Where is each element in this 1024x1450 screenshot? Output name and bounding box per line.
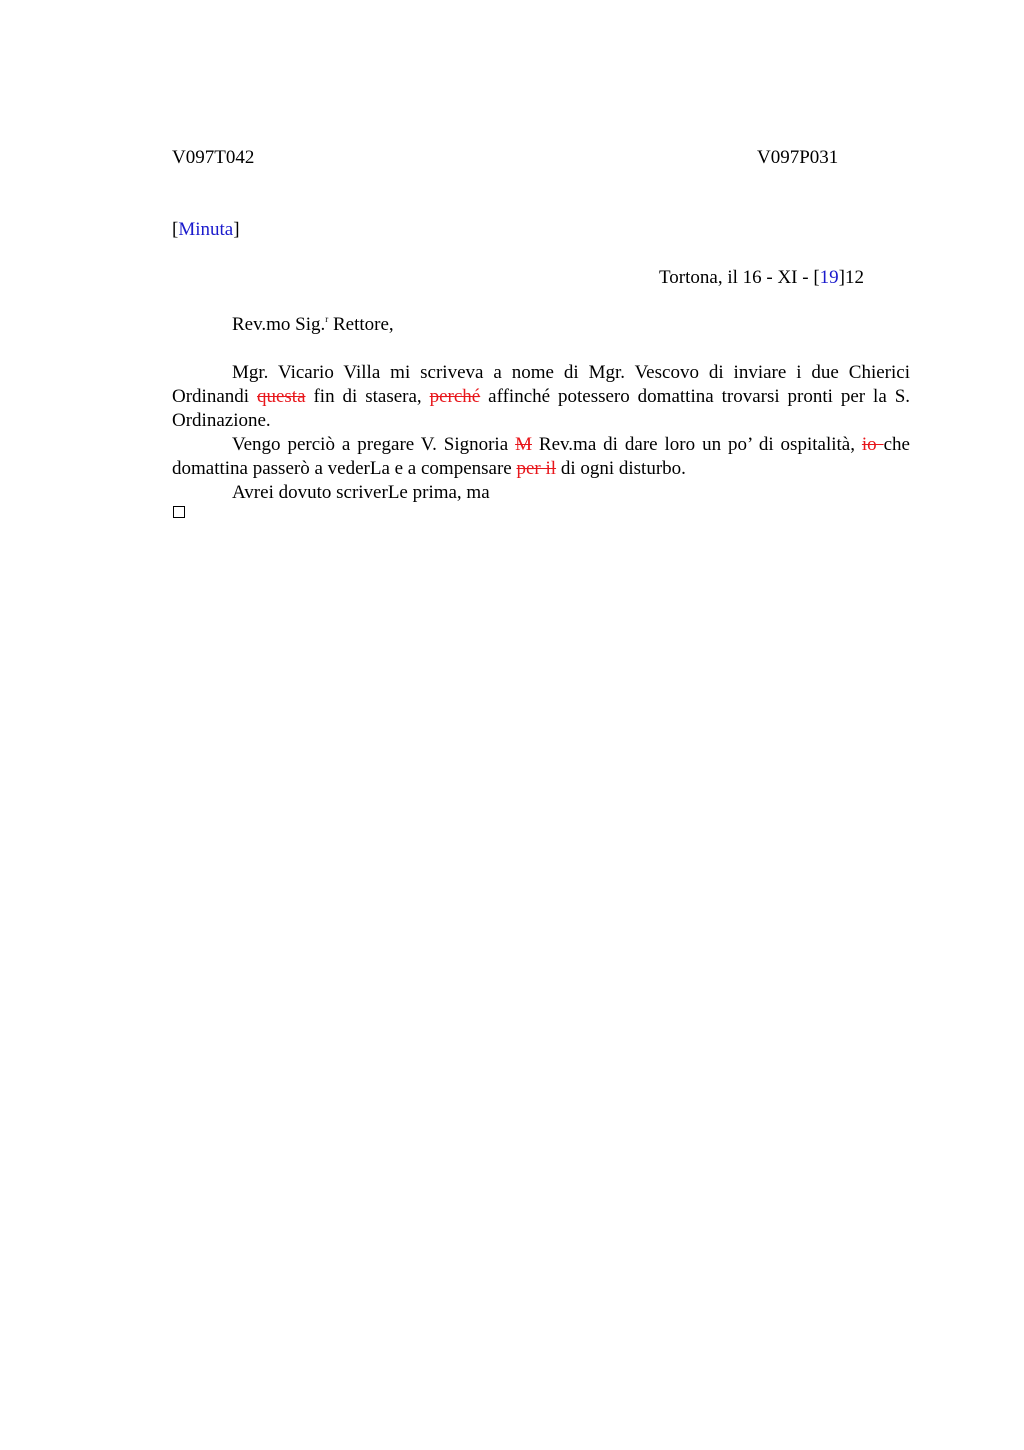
salutation: [232, 313, 394, 337]
paragraph-1: [172, 361, 910, 433]
dateline: [659, 266, 864, 290]
salutation-superscript: r: [325, 314, 329, 324]
end-of-text-box: [173, 506, 185, 518]
label-text: Minuta: [178, 219, 234, 240]
paragraph-2-text-2: Rev.ma di dare loro un po’ di ospitalità,: [531, 434, 862, 455]
salutation-before: Rev.mo Sig.: [232, 314, 326, 335]
paragraph-2-text-4: di ogni disturbo.: [556, 458, 686, 479]
dateline-suffix: ]12: [838, 267, 864, 288]
deleted-word: perché: [429, 386, 481, 407]
paragraph-1-text-3: affinché potessero domattina trovarsi pronti per la S. Ordinazione.: [172, 386, 911, 431]
deleted-word: questa: [256, 386, 306, 407]
document-code-left: V097T042: [172, 147, 255, 168]
paragraph-3: [172, 481, 910, 505]
deleted-word: M: [515, 434, 532, 455]
paragraph-2: [172, 433, 910, 481]
paragraph-1-text-2: fin di stasera,: [305, 386, 430, 407]
document-label: [172, 218, 240, 242]
dateline-prefix: Tortona, il 16 - XI - [: [659, 267, 820, 288]
label-close-bracket: ]: [233, 219, 240, 240]
dateline-year-insert: 19: [819, 267, 839, 288]
paragraph-1-text-1: Mgr. Vicario Villa mi scriveva a nome di Mgr. Vescovo di inviare i due Chierici Ordinandi: [172, 362, 910, 407]
document-code-right: V097P031: [757, 147, 839, 168]
label-open-bracket: [: [172, 219, 179, 240]
letter-body: [172, 361, 910, 505]
paragraph-3-text-1: Avrei dovuto scriverLe prima, ma: [232, 482, 490, 503]
deleted-word: per il: [516, 458, 557, 479]
paragraph-2-text-1: Vengo perciò a pregare V. Signoria: [232, 434, 516, 455]
salutation-after: Rettore,: [328, 314, 394, 335]
paragraph-2-text-3: che domattina passerò a vederLa e a compensare: [172, 434, 910, 479]
deleted-word: io: [861, 434, 884, 455]
